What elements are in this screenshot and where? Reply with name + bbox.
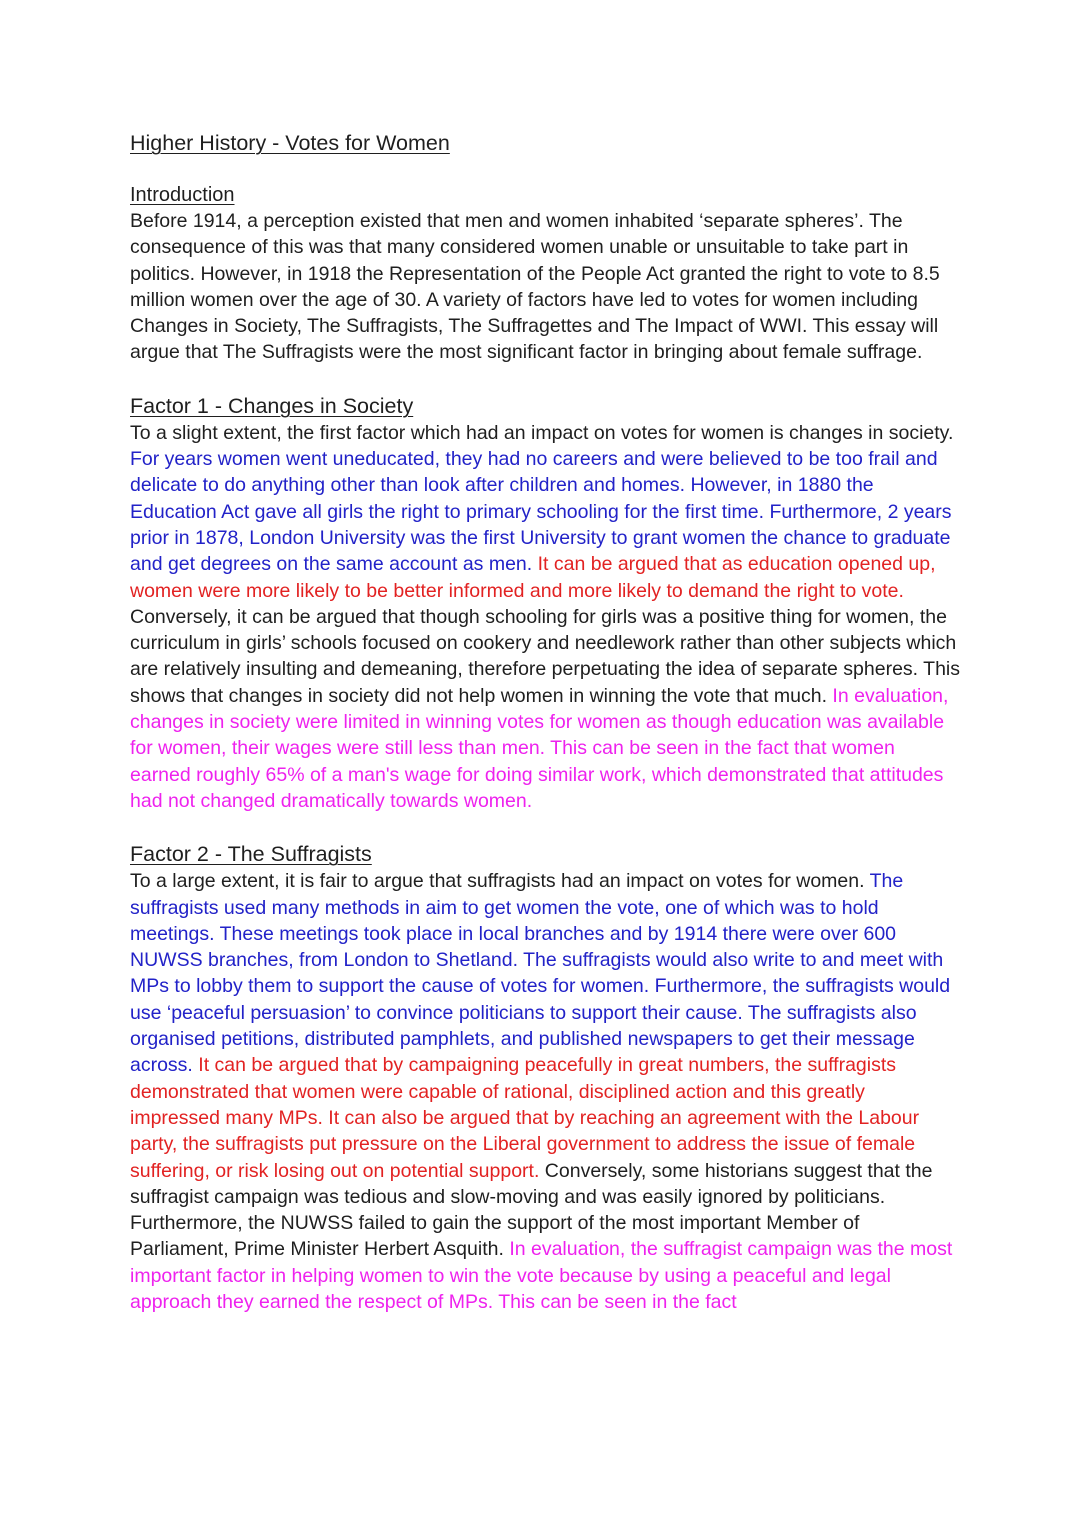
text-run: To a slight extent, the first factor which had an impact on votes for women is changes in society. <box>130 421 954 444</box>
section-paragraph <box>130 208 960 366</box>
text-run-point: For years women went uneducated, they had no careers and were believed to be too frail and delicate to do anything other than look after children and homes. However, in 1880 the Education Act gave all girls the right to primary schooling for the first time. Furthermore, 2 years prior in 1878, London University was the first University to grant women the chance to graduate and get degrees on the same account as men. <box>130 448 952 576</box>
text-run: To a large extent, it is fair to argue that suffragists had an impact on votes for women. <box>130 870 870 893</box>
text-run-explanation: It can be argued that by campaigning peacefully in great numbers, the suffragists demonstrated that women were capable of rational, disciplined action and this greatly impressed many MPs. It can also be argued that by reaching an agreement with the Labour party, the suffragists put pressure on the Liberal government to address the issue of female suffering, or risk losing out on potential support. <box>130 1054 920 1182</box>
section-paragraph <box>130 868 960 1315</box>
section-factor-1 <box>130 392 960 814</box>
text-run-point: The suffragists used many methods in aim to get women the vote, one of which was to hold meetings. These meetings took place in local branches and by 1914 there were over 600 NUWSS branches, from London to Shetland. The suffragists would also write to and meet with MPs to lobby them to support the cause of votes for women. Furthermore, the suffragists would use ‘peaceful persuasion’ to convince politicians to support their cause. The suffragists also organised petitions, distributed pamphlets, and published newspapers to get their message across. <box>130 870 951 1077</box>
document-page <box>130 128 960 1341</box>
section-paragraph <box>130 420 960 814</box>
section-factor-2 <box>130 840 960 1315</box>
text-run: Before 1914, a perception existed that men and women inhabited ‘separate spheres’. The consequence of this was that many considered women unable or unsuitable to take part in politics. However, in 1918 the Representation of the People Act granted the right to vote to 8.5 million women over the age of 30. A variety of factors have led to votes for women including Changes in Society, The Suffragists, The Suffragettes and The Impact of WWI. This essay will argue that The Suffragists were the most significant factor in bringing about female suffrage. <box>130 210 940 364</box>
text-run-evaluation: In evaluation, changes in society were limited in winning votes for women as though education was available for women, their wages were still less than men. This can be seen in the fact that women earned roughly 65% of a man's wage for doing similar work, which demonstrated that attitudes had not changed dramatically towards women. <box>130 684 949 812</box>
section-introduction <box>130 182 960 366</box>
section-heading: Factor 2 - The Suffragists <box>130 842 372 867</box>
text-run-counter: Conversely, it can be argued that though schooling for girls was a positive thing for women, the curriculum in girls’ schools focused on cookery and needlework rather than other subjects which are relatively insulting and demeaning, therefore perpetuating the idea of separate spheres. This shows that changes in society did not help women in winning the vote that much. <box>130 605 960 707</box>
section-heading: Introduction <box>130 184 235 206</box>
text-run-evaluation: In evaluation, the suffragist campaign was the most important factor in helping women to win the vote because by using a peaceful and legal approach they earned the respect of MPs. This can be seen in the fact <box>130 1238 953 1313</box>
document-title: Higher History - Votes for Women <box>130 131 450 155</box>
section-heading: Factor 1 - Changes in Society <box>130 393 414 418</box>
text-run-explanation: It can be argued that as education opened up, women were more likely to be better informed and more likely to demand the right to vote. <box>130 553 936 602</box>
text-run-counter: Conversely, some historians suggest that the suffragist campaign was tedious and slow-moving and was easily ignored by politicians. Furthermore, the NUWSS failed to gain the support of the most important Member of Parliament, Prime Minister Herbert Asquith. <box>130 1159 933 1261</box>
